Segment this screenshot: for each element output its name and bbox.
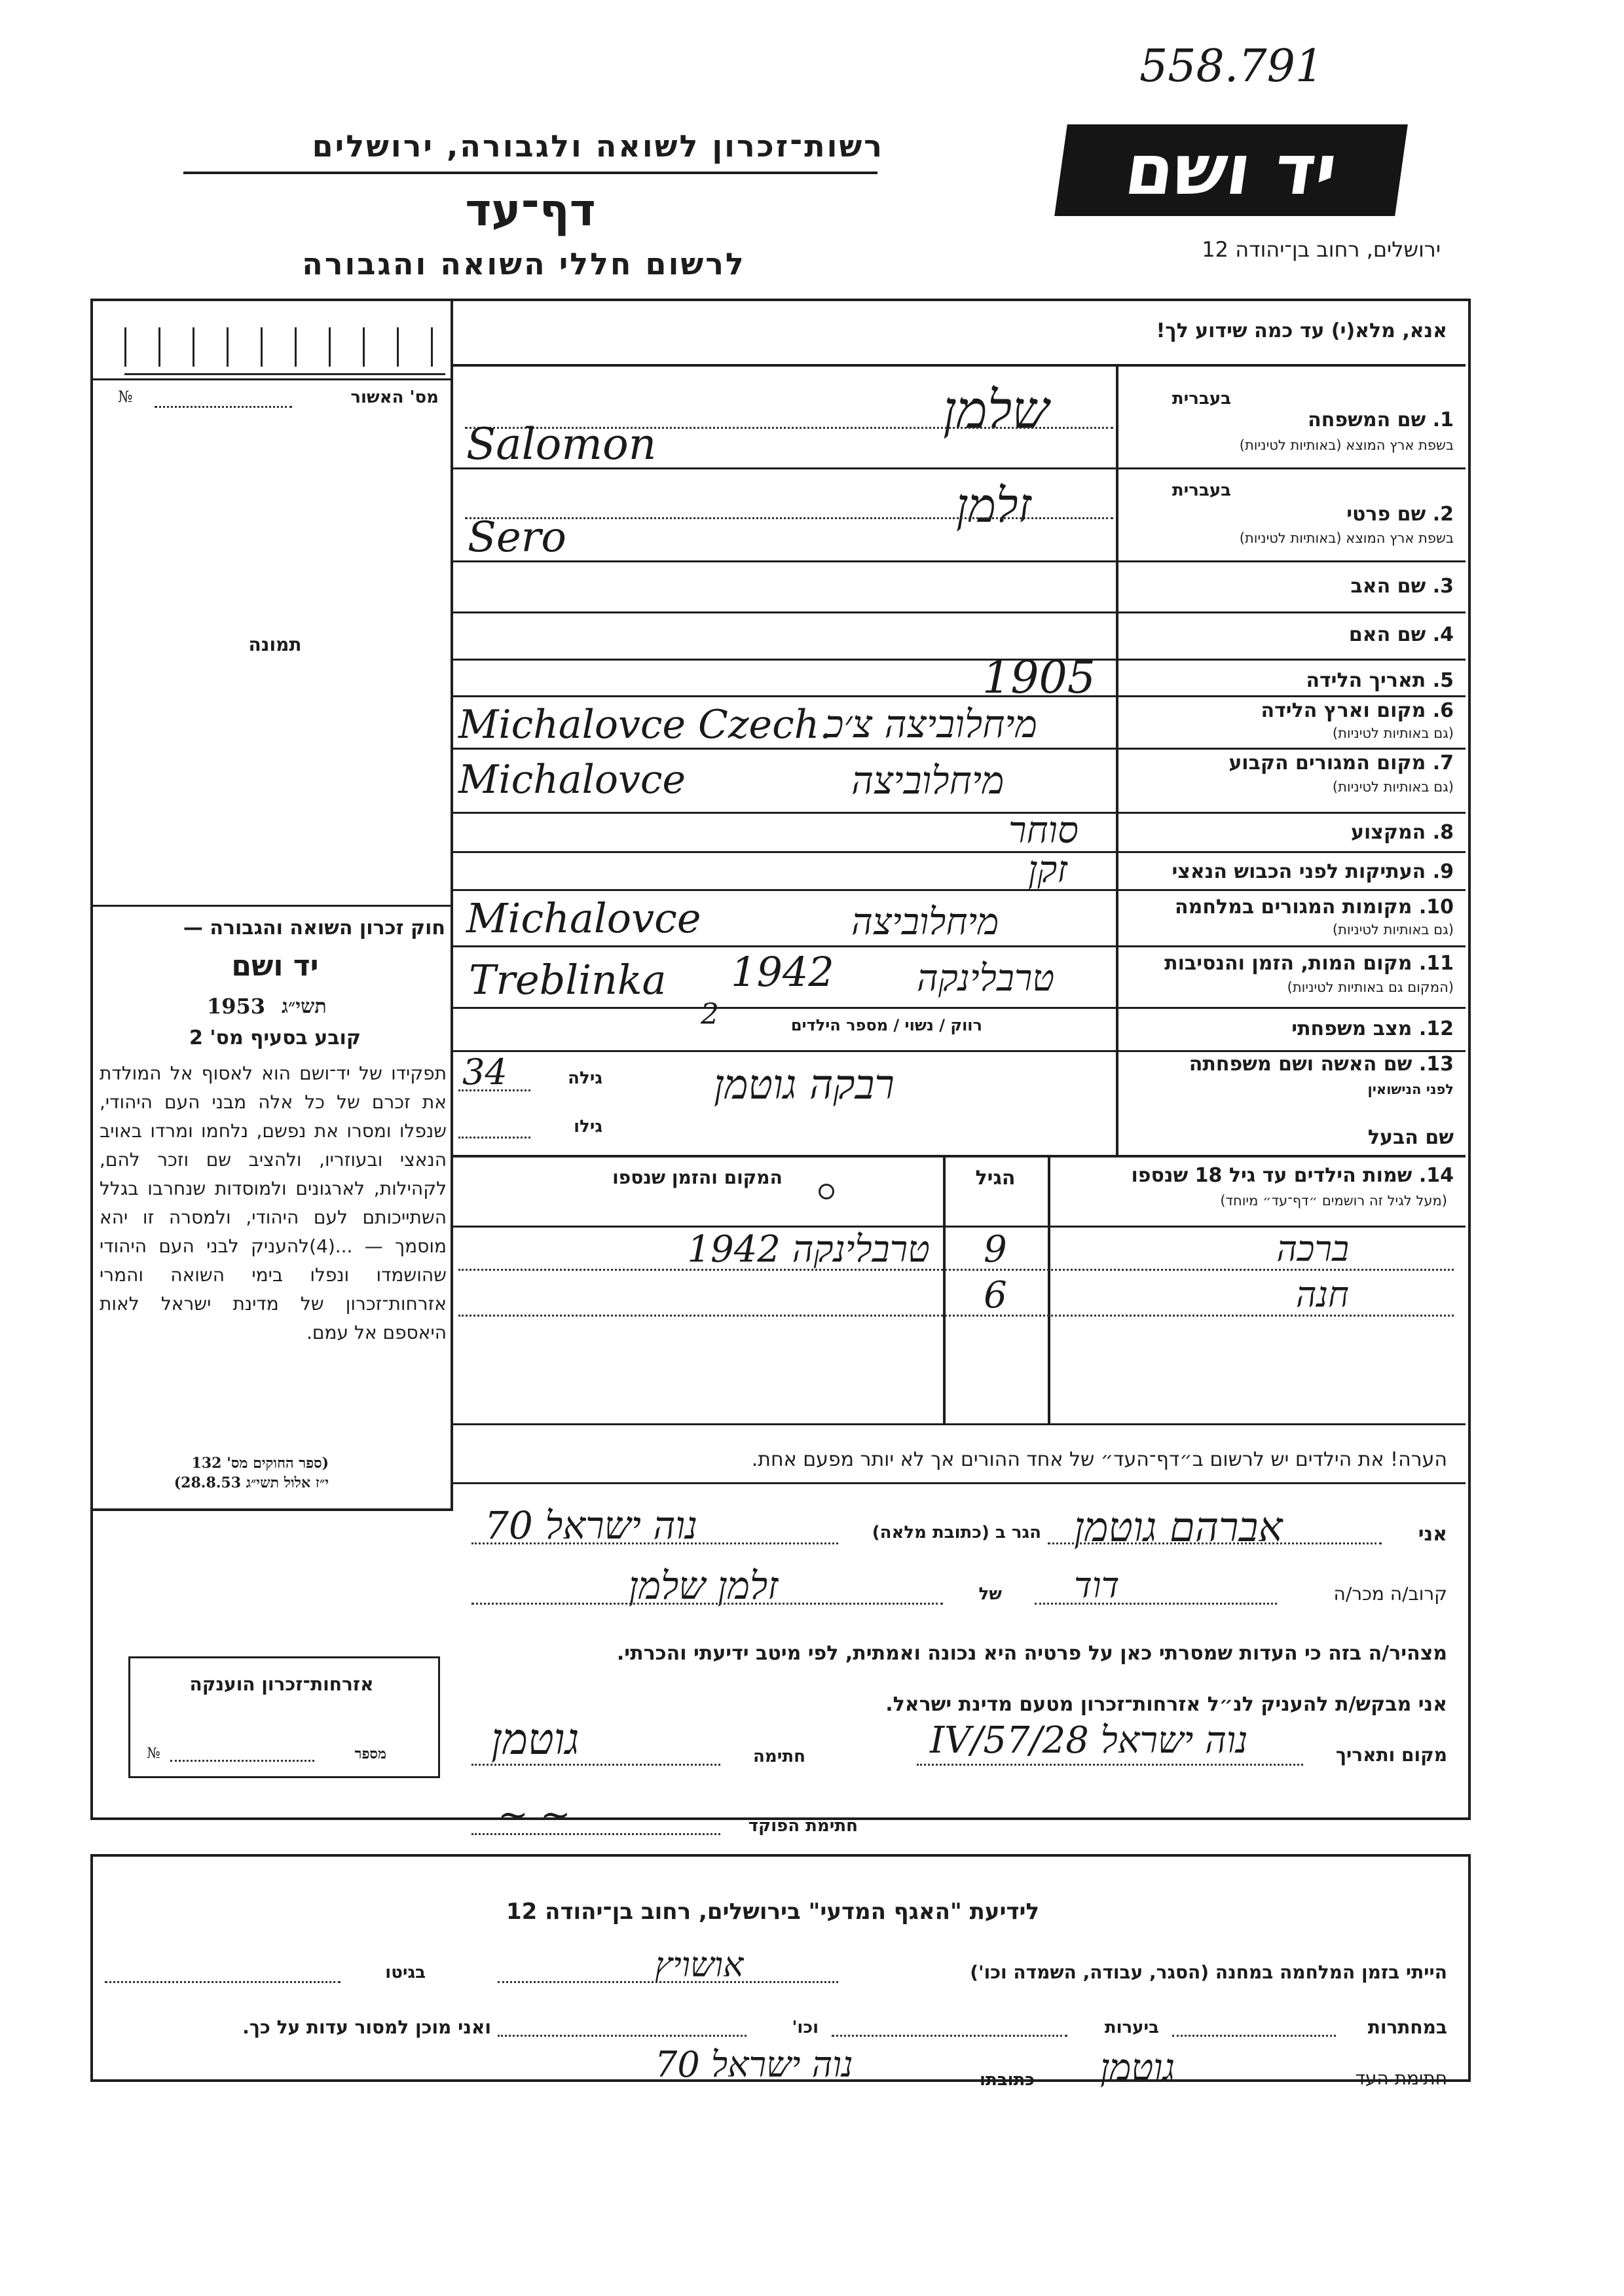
row-rule-11 — [451, 1007, 1466, 1009]
law-title: חוק זכרון השואה והגבורה — — [183, 917, 445, 939]
child-name: ברכה — [1276, 1228, 1349, 1269]
f7-value: Michalovce — [458, 757, 686, 803]
underground-label: במחתרות — [1367, 2016, 1447, 2038]
f14-sub: (מעל לגיל זה רושמים ״דף־עד״ מיוחד) — [1220, 1193, 1447, 1209]
witness-relation-value: דוד — [1074, 1565, 1120, 1606]
etc-line — [498, 2035, 747, 2037]
children-col-rule-2 — [943, 1155, 946, 1423]
child-place: טרבלינקה 1942 — [687, 1228, 930, 1271]
citizenship-number-field — [170, 1760, 314, 1762]
note-rule-bottom — [451, 1482, 1466, 1484]
law-ref-2: י״ז אלול תשי״ג 28.8.53) — [174, 1474, 329, 1491]
f6-sub: (גם באותיות לטיניות) — [1332, 725, 1454, 741]
header-address: ירושלים, רחוב בן־יהודה 12 — [1202, 237, 1441, 262]
citizenship-box-suffix: № — [147, 1745, 160, 1762]
witness-request: אני מבקש/ת להעניק לנ״ל אזרחות־זכרון מטעם מדינת ישראל. — [885, 1693, 1447, 1716]
witness-relation-label: קרוב/ה מכר/ה — [1333, 1583, 1447, 1605]
child-age: 9 — [984, 1228, 1007, 1271]
f12-label: 12. מצב משפחתי — [1291, 1017, 1454, 1040]
record-number: 558.791 — [1139, 41, 1324, 92]
witness-i-value: אברהם גוטמן — [1074, 1503, 1283, 1551]
f6-value: Michalovce Czech. — [458, 702, 832, 748]
row-rule-2 — [451, 560, 1466, 562]
f6-value-hebrew: מיחלוביצה צ׳כ — [825, 702, 1037, 746]
approval-no-suffix: № — [118, 388, 133, 406]
yad-vashem-logo — [1054, 124, 1408, 216]
citizenship-box-number: מספר — [354, 1745, 386, 1762]
bottom-title: לידיעת "האגף המדעי" בירושלים, רחוב בן־יהודה 12 — [506, 1899, 1040, 1925]
f12-options: רווק / נשוי / מספר הילדים — [790, 1016, 982, 1034]
children-header-rule — [451, 1226, 1466, 1228]
approval-no-label: מס' האשור — [350, 388, 439, 407]
bottom-address-label: כתובתו — [980, 2070, 1035, 2090]
officer-signature-line — [471, 1833, 720, 1835]
witness-place-date-value: נוה ישראל 28/IV/57 — [930, 1719, 1248, 1762]
officer-label: חתימת הפוקד — [748, 1816, 858, 1836]
f1-label: 1. שם המשפחה — [1308, 409, 1454, 431]
f13-age-line — [458, 1089, 530, 1091]
ghetto-line — [105, 1981, 341, 1983]
row-rule-6 — [451, 748, 1466, 750]
f11-label: 11. מקום המות, הזמן והנסיבות — [1164, 952, 1454, 975]
f1-hebrew-tag: בעברית — [1172, 389, 1231, 409]
witness-of-label: של — [978, 1584, 1002, 1604]
row-rule-8 — [451, 851, 1466, 853]
camp-line — [498, 1981, 838, 1983]
f13-sub: לפני הנישואין — [1367, 1082, 1454, 1097]
witness-i-line — [1048, 1542, 1382, 1544]
bottom-address-value: נוה ישראל 70 — [655, 2044, 853, 2085]
header-rule — [183, 172, 877, 174]
law-section: קובע בסעיף מס' 2 — [189, 1027, 361, 1049]
f5-label: 5. תאריך הלידה — [1306, 669, 1454, 692]
row-rule-7 — [451, 812, 1466, 814]
witness-of-line — [471, 1603, 943, 1605]
f1-sub: בשפת ארץ המוצא (באותיות לטיניות) — [1239, 437, 1454, 453]
photo-label: תמונה — [248, 634, 302, 655]
logo-text: יד ושם — [1120, 130, 1342, 210]
form-title: דף־עד — [465, 185, 596, 236]
witness-relation-line — [1035, 1603, 1277, 1605]
row-rule-3 — [451, 611, 1466, 613]
row-rule-9 — [451, 889, 1466, 891]
ghetto-label: בגיטו — [385, 1963, 426, 1982]
f2-latin-value: Sero — [468, 513, 566, 562]
witness-place-date-line — [917, 1764, 1303, 1766]
f13-value: רבקה גוטמן — [714, 1061, 895, 1108]
note: הערה! את הילדים יש לרשום ב״דף־העד״ של אחד ההורים אך לא יותר מפעם אחת. — [751, 1448, 1447, 1471]
f11-value: Treblinka — [469, 956, 667, 1004]
f8-value: סוחר — [1008, 809, 1079, 852]
row-rule-4 — [451, 659, 1466, 661]
forests-line — [832, 2035, 1067, 2037]
law-text: תפקידו של יד־ושם הוא לאסוף אל המולדת את זכרם של כל אלה מבני העם היהודי, שנפלו ומסרו את נפשם, נלחמו ומרדו באויב הנאצי ובעוזריו, ולהציב שם וזכר להם, לקהילות, לארגונים ולמוסדות שנחרבו בגלל השתייכותם לעם היהודי, ולמסרה זו יהא מוסמך — ...(4)להעניק לבני העם היהודי שהושמדו ונפלו בימי השואה והמרי אזרחות־זכרון של מדינת ישראל לאות היאספם אל עמם. — [100, 1063, 447, 1343]
f13-age: 34 — [462, 1051, 507, 1093]
f13-label: 13. שם האשה ושם משפחתה — [1189, 1053, 1454, 1076]
f11-value-hebrew: טרבלינקה — [917, 957, 1055, 1000]
witness-signature-line — [471, 1764, 720, 1766]
f2-label: 2. שם פרטי — [1346, 503, 1454, 526]
witness-i-label: אני — [1418, 1523, 1447, 1546]
f3-label: 3. שם האב — [1350, 575, 1454, 598]
f2-sub: בשפת ארץ המוצא (באותיות לטיניות) — [1239, 530, 1454, 546]
f10-value: Michalovce — [466, 894, 701, 942]
form-subtitle: לרשום חללי השואה והגבורה — [302, 246, 746, 282]
law-ref-1: (ספר החוקים מס' 132 — [191, 1455, 329, 1472]
f4-label: 4. שם האם — [1348, 623, 1454, 646]
citizenship-box-title: אזרחות־זכרון הוענקה — [189, 1673, 374, 1695]
witness-address-line — [471, 1542, 838, 1544]
f1-latin-value: Salomon — [466, 419, 657, 469]
instructions-rule — [451, 364, 1466, 367]
law-divider — [92, 905, 452, 907]
witness-of-value: זלמן שלמן — [629, 1563, 779, 1608]
f11-sub: (המקום גם באותיות לטיניות) — [1287, 979, 1454, 995]
approval-rule — [92, 378, 452, 380]
husband-label: שם הבעל — [1367, 1126, 1454, 1149]
f10-value-hebrew: מיחלוביצה — [851, 901, 999, 943]
children-col-rule-1 — [1048, 1155, 1050, 1423]
col-place-time: המקום והזמן שנספו — [612, 1167, 783, 1188]
f7-sub: (גם באותיות לטיניות) — [1332, 779, 1454, 795]
camp-value: אושויץ — [655, 1946, 744, 1985]
officer-signature: ~ ~ — [498, 1794, 571, 1836]
witness-signature: גוטמן — [491, 1714, 580, 1764]
label-column-divider — [1116, 364, 1118, 1155]
law-name: יד ושם — [231, 949, 319, 983]
f10-sub: (גם באותיות לטיניות) — [1332, 922, 1454, 938]
row-rule-10 — [451, 945, 1466, 947]
witness-declaration: מצהיר/ה בזה כי העדות שמסרתי כאן על פרטיה היא נכונה ואמתית, לפי מיטב ידיעתי והכרתי. — [616, 1642, 1447, 1665]
law-bottom-rule — [92, 1508, 453, 1511]
witness-residing-label: הגר ב (כתובת מלאה) — [872, 1523, 1041, 1542]
ready-label: ואני מוכן למסור עדות על כך. — [242, 2016, 491, 2038]
child-row-line — [458, 1315, 1454, 1317]
witness-sig-label: חתימת העד — [1355, 2068, 1447, 2089]
child-name: חנה — [1295, 1274, 1349, 1315]
note-rule-top — [451, 1423, 1466, 1425]
left-column-divider — [451, 299, 453, 1510]
f5-value: 1905 — [982, 652, 1096, 704]
law-year-hebrew: תשי״ג — [282, 995, 327, 1018]
f9-label: 9. העתיקות לפני הכבוש הנאצי — [1172, 860, 1454, 883]
approval-no-field — [155, 406, 292, 408]
witness-address-value: נוה ישראל 70 — [485, 1503, 698, 1548]
underground-line — [1172, 2035, 1336, 2037]
f9-value: זקן — [1028, 848, 1067, 891]
row-rule-13 — [451, 1155, 1466, 1157]
camp-label: הייתי בזמן המלחמה במחנה (הסגר, עבודה, השמדה וכו') — [970, 1961, 1447, 1983]
f13-age-label: גילה — [568, 1068, 602, 1088]
institution-line: רשות־זכרון לשואה ולגבורה, ירושלים — [312, 128, 884, 164]
row-rule-12 — [451, 1050, 1466, 1052]
child-row-line — [458, 1269, 1454, 1271]
forests-label: ביערות — [1104, 2018, 1159, 2037]
husband-age-line — [458, 1137, 530, 1139]
witness-signature-label: חתימה — [753, 1747, 805, 1766]
child-age: 6 — [984, 1274, 1007, 1317]
f6-label: 6. מקום וארץ הלידה — [1261, 699, 1454, 722]
f2-hebrew-tag: בעברית — [1172, 481, 1231, 500]
husband-age-label: גילו — [574, 1117, 602, 1137]
f11-year: 1942 — [731, 948, 834, 996]
f1-hebrew-value: שלמן — [943, 380, 1049, 441]
etc-label: וכו' — [792, 2018, 819, 2037]
f10-label: 10. מקומות המגורים במלחמה — [1175, 896, 1454, 919]
f7-value-hebrew: מיחלוביצה — [851, 758, 1005, 803]
law-year: 1953 — [207, 994, 266, 1019]
circle-mark-icon — [819, 1184, 834, 1199]
witness-place-date-label: מקום ותאריך — [1335, 1744, 1447, 1766]
f2-hebrew-value: זלמן — [956, 478, 1031, 533]
approval-tick-box — [124, 321, 445, 375]
f7-label: 7. מקום המגורים הקבוע — [1228, 752, 1454, 774]
row-rule-5 — [451, 695, 1466, 697]
col-age: הגיל — [975, 1167, 1016, 1190]
f8-label: 8. המקצוע — [1351, 821, 1454, 844]
instructions: אנא, מלא(י) עד כמה שידוע לך! — [1156, 319, 1447, 342]
f14-label: 14. שמות הילדים עד גיל 18 שנספו — [1131, 1164, 1454, 1187]
witness-sig-value: גוטמן — [1100, 2047, 1175, 2089]
f12-children: 2 — [701, 998, 719, 1031]
